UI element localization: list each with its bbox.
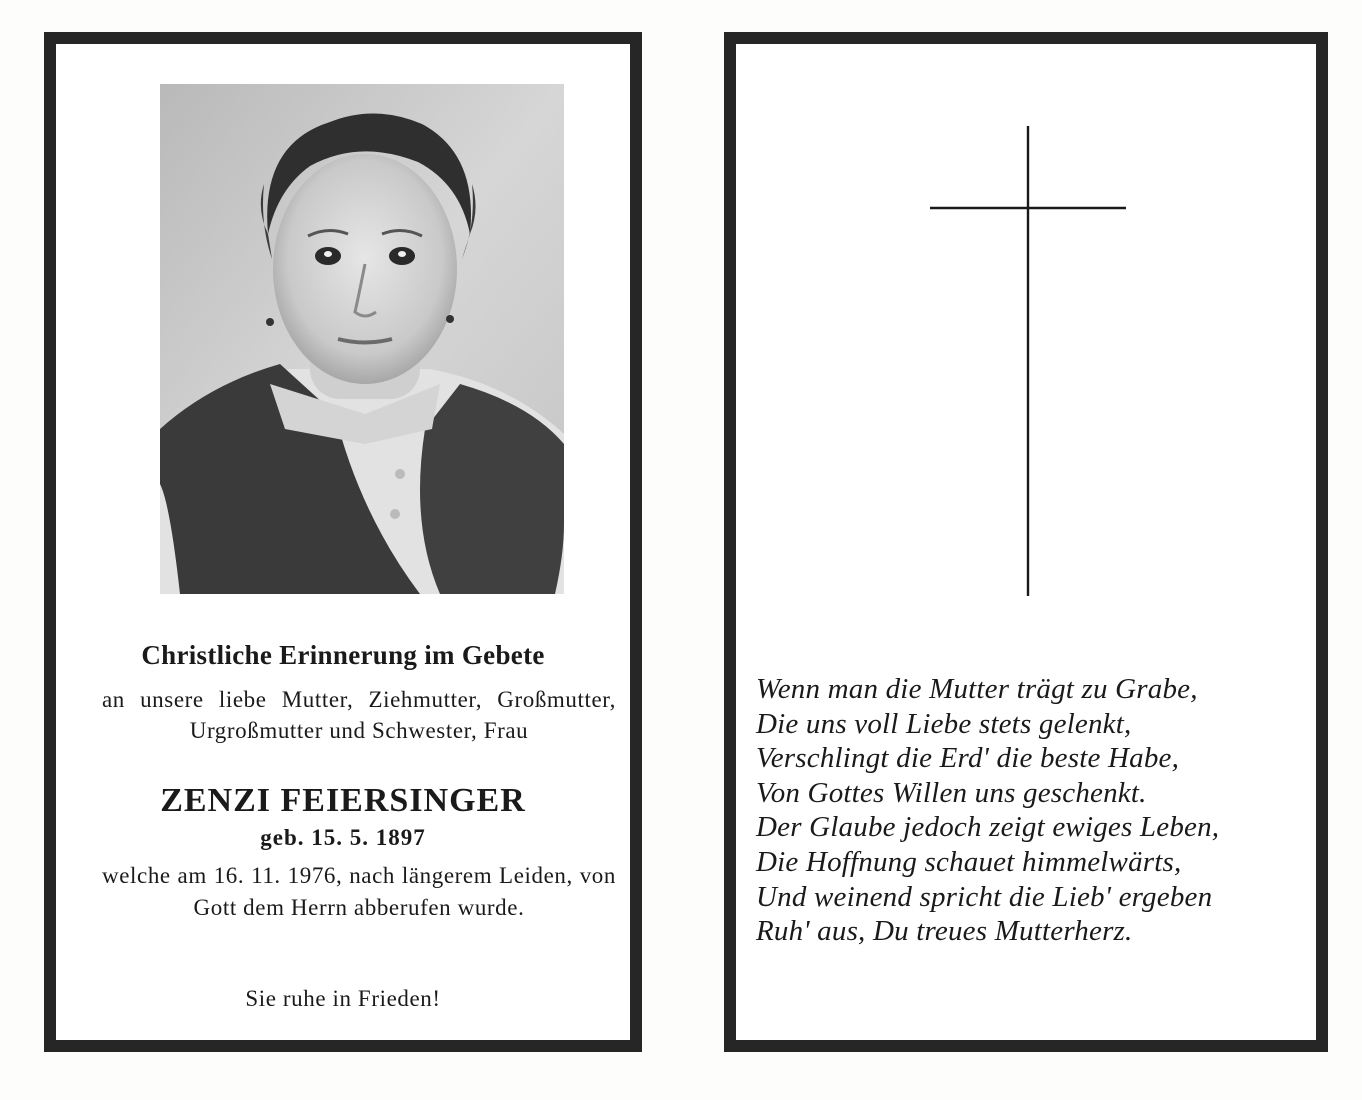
- death-notice: welche am 16. 11. 1976, nach längerem Leiden, von Gott dem Herrn abberufen wurde.: [102, 863, 616, 920]
- closing-blessing: Sie ruhe in Frieden!: [245, 986, 441, 1011]
- poem-line: Von Gottes Willen uns geschenkt.: [756, 776, 1147, 809]
- memorial-poem: [756, 672, 1326, 949]
- poem-line: Ruh' aus, Du treues Mutterherz.: [756, 915, 1133, 948]
- birth-date: geb. 15. 5. 1897: [260, 825, 426, 850]
- poem-line: Wenn man die Mutter trägt zu Grabe,: [756, 673, 1198, 705]
- memorial-card-back: [724, 32, 1328, 1052]
- poem-line: Die uns voll Liebe stets gelenkt,: [756, 707, 1132, 740]
- latin-cross-icon: [928, 116, 1128, 596]
- memorial-card-front: [44, 32, 642, 1052]
- card-title: Christliche Erinnerung im Gebete: [141, 640, 545, 670]
- dedication-text: an unsere liebe Mutter, Ziehmutter, Großmutter, Urgroßmutter und Schwester, Frau: [102, 687, 616, 743]
- deceased-name: ZENZI FEIERSINGER: [160, 782, 526, 819]
- poem-line: Die Hoffnung schauet himmelwärts,: [756, 845, 1182, 878]
- portrait-photo: [160, 84, 564, 594]
- poem-line: Der Glaube jedoch zeigt ewiges Leben,: [756, 811, 1220, 844]
- poem-line: Und weinend spricht die Lieb' ergeben: [756, 880, 1213, 913]
- poem-line: Verschlingt die Erd' die beste Habe,: [756, 742, 1180, 775]
